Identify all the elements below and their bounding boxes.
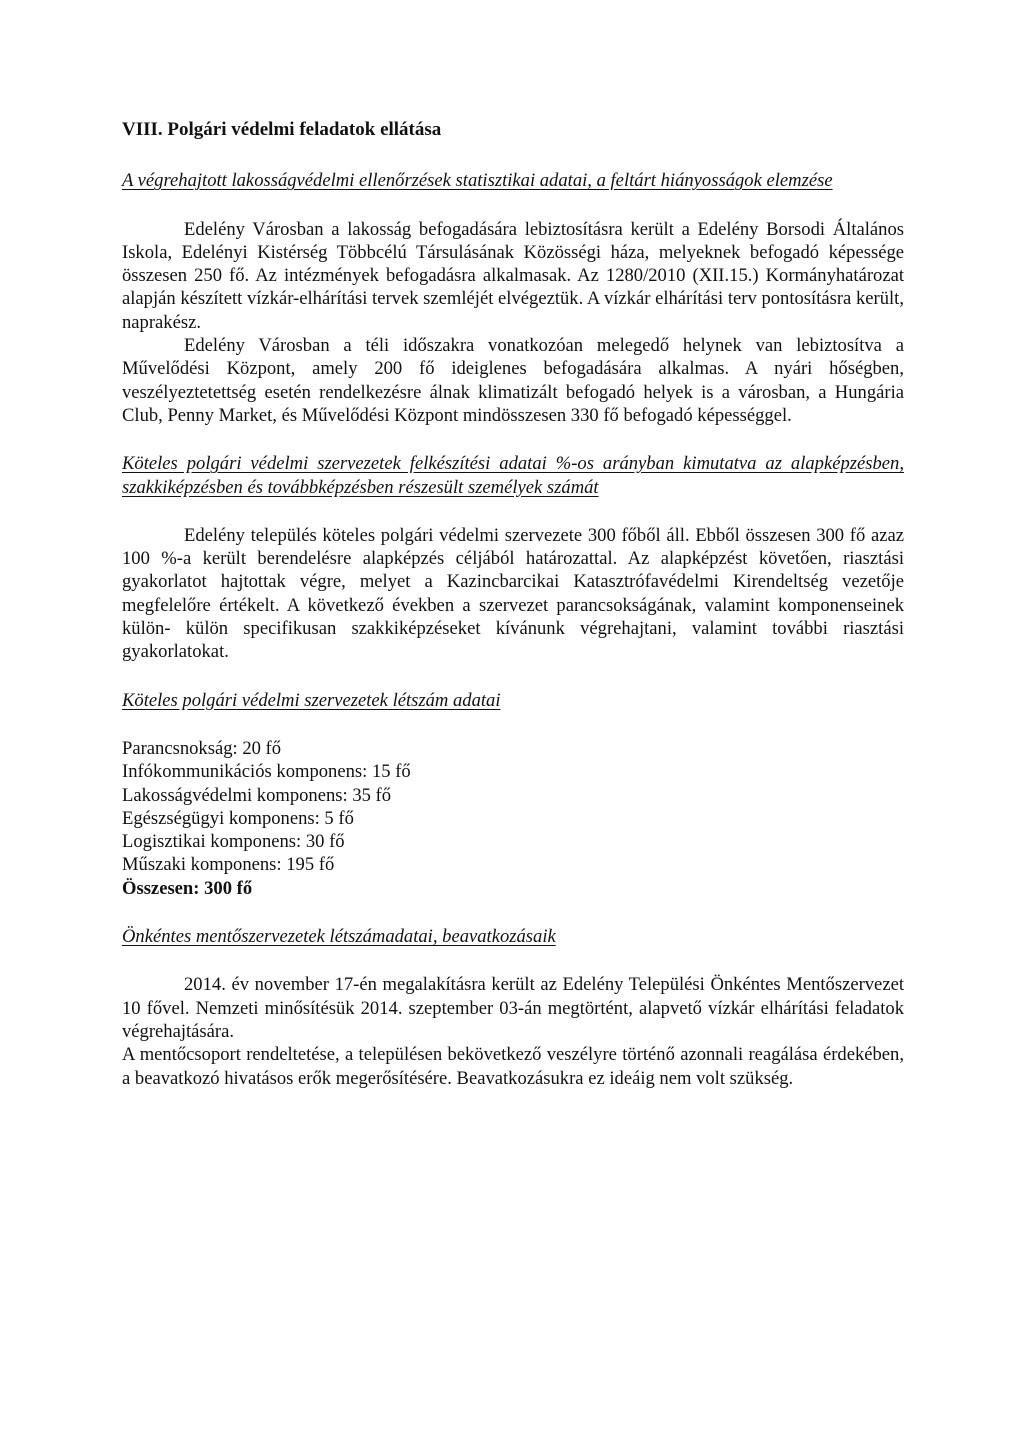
headcount-list — [122, 737, 904, 900]
section-title-headcount: Köteles polgári védelmi szervezetek létszám adatai — [122, 689, 501, 711]
list-item: Parancsnokság: 20 fő — [122, 737, 282, 759]
headcount-total: Összesen: 300 fő — [122, 877, 253, 899]
chapter-heading: VIII. Polgári védelmi feladatok ellátása — [122, 119, 442, 140]
spacer — [122, 712, 904, 737]
section-title-training: Köteles polgári védelmi szervezetek felkészítési adatai %-os arányban kimutatva az alapképzésben, szakkiképzésben és továbbképzésben részesült személyek számát — [122, 453, 904, 498]
paragraph-shelter-capacity: Edelény Városban a lakosság befogadására lebiztosításra került a Edelény Borsodi Általános Iskola, Edelényi Kistérség Többcélú Társulásának Közösségi háza, melyeknek befogadó képessége összesen 250 fő. Az intézmények befogadásra alkalmasak. Az 1280/2010 (XII.15.) Kormányhatározat alapján készített vízkár-elhárítási tervek szemléjét elvégeztük. A vízkár elhárítási terv pontosításra került, naprakész. — [122, 218, 904, 333]
spacer — [122, 900, 904, 925]
spacer — [122, 664, 904, 689]
list-item: Logisztikai komponens: 30 fő — [122, 831, 345, 853]
spacer — [122, 193, 904, 218]
paragraph-training: Edelény település köteles polgári védelmi szervezete 300 főből áll. Ebből összesen 300 fő azaz 100 %-a került berendelésre alapképzés céljából határozattal. Az alapképzést követően, riasztási gyakorlatot hajtottak végre, melyet a Kazincbarcikai Katasztrófavédelmi Kirendeltség vezetője megfelelőre értékelt. A következő években a szervezet parancsokságának, valamint komponenseinek külön- külön specifikusan szakkiképzéseket kívánunk végrehajtani, valamint további riasztási gyakorlatokat. — [122, 524, 904, 663]
paragraph-warming-places: Edelény Városban a téli időszakra vonatkozóan melegedő helynek van lebiztosítva a Művelődési Központ, amely 200 fő ideiglenes befogadására alkalmas. A nyári hőségben, veszélyeztetettség esetén rendelkezésre álnak klimatizált befogadó helyek is a városban, a Hungária Club, Penny Market, és Művelődési Központ mindösszesen 330 fő befogadó képességgel. — [122, 335, 904, 426]
paragraph-volunteer-founding: 2014. év november 17-én megalakításra került az Edelény Települési Önkéntes Mentőszervezet 10 fővel. Nemzeti minősítésük 2014. szeptember 03-án megtörtént, alapvető vízkár elhárítási feladatok végrehajtására. — [122, 974, 904, 1042]
section-title-inspections: A végrehajtott lakosságvédelmi ellenőrzések statisztikai adatai, a feltárt hiányosságok elemzése — [122, 170, 833, 192]
list-item: Műszaki komponens: 195 fő — [122, 854, 335, 876]
list-item: Infókommunikációs komponens: 15 fő — [122, 761, 411, 783]
spacer — [122, 948, 904, 973]
paragraph-volunteer-purpose: A mentőcsoport rendeltetése, a településen bekövetkező veszélyre történő azonnali reagálása érdekében, a beavatkozó hivatásos erők megerősítésére. Beavatkozásukra ez ideáig nem volt szükség. — [122, 1044, 904, 1089]
spacer — [122, 427, 904, 452]
document-page — [122, 118, 904, 1090]
spacer — [122, 499, 904, 524]
section-title-volunteers: Önkéntes mentőszervezetek létszámadatai, beavatkozásaik — [122, 926, 556, 948]
list-item: Egészségügyi komponens: 5 fő — [122, 807, 354, 829]
list-item: Lakosságvédelmi komponens: 35 fő — [122, 784, 392, 806]
